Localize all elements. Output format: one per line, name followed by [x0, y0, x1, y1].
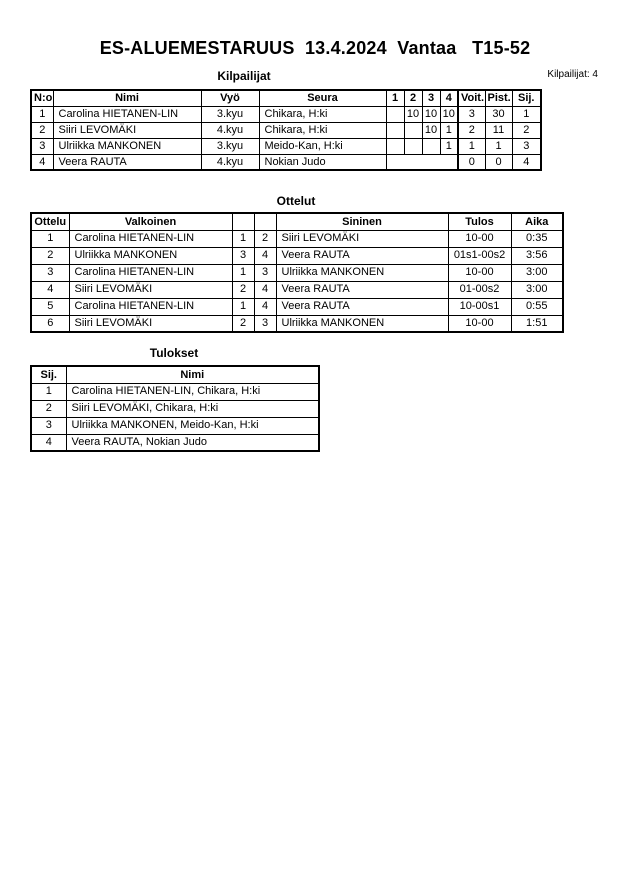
score-vs-4: 1	[440, 138, 458, 154]
blue-player: Veera RAUTA	[276, 298, 448, 315]
competitor-place: 3	[512, 138, 541, 154]
result-name: Ulriikka MANKONEN, Meido-Kan, H:ki	[66, 417, 319, 434]
score-vs-2	[404, 122, 422, 138]
match-result: 01s1-00s2	[448, 247, 511, 264]
white-player-no: 1	[232, 264, 254, 281]
score-vs-4: 1	[440, 122, 458, 138]
competitor-no: 3	[31, 138, 53, 154]
header-club: Seura	[259, 90, 386, 106]
competitors-table	[30, 89, 542, 171]
competitor-name: Siiri LEVOMÄKI	[53, 122, 201, 138]
results-section	[0, 346, 630, 452]
match-row	[31, 247, 563, 264]
header-place: Sij.	[31, 366, 66, 383]
competitor-wins: 2	[458, 122, 485, 138]
competitor-row	[31, 138, 541, 154]
blue-player: Veera RAUTA	[276, 281, 448, 298]
header-place: Sij.	[512, 90, 541, 106]
blue-player-no: 4	[254, 247, 276, 264]
header-name: Nimi	[66, 366, 319, 383]
header-wins: Voit.	[458, 90, 485, 106]
result-name: Carolina HIETANEN-LIN, Chikara, H:ki	[66, 383, 319, 400]
match-time: 1:51	[511, 315, 563, 332]
header-time: Aika	[511, 213, 563, 230]
blue-player: Siiri LEVOMÄKI	[276, 230, 448, 247]
match-result: 10-00	[448, 315, 511, 332]
competitor-name: Veera RAUTA	[53, 154, 201, 170]
blue-player-no: 4	[254, 298, 276, 315]
competitor-name: Carolina HIETANEN-LIN	[53, 106, 201, 122]
competitor-club: Chikara, H:ki	[259, 106, 386, 122]
match-row	[31, 264, 563, 281]
result-row	[31, 434, 319, 451]
competitor-points: 11	[485, 122, 512, 138]
competitor-place: 1	[512, 106, 541, 122]
competitor-name: Ulriikka MANKONEN	[53, 138, 201, 154]
match-no: 1	[31, 230, 69, 247]
competitor-no: 4	[31, 154, 53, 170]
score-matrix-empty	[386, 154, 458, 170]
results-header-row	[31, 366, 319, 383]
competitor-club: Chikara, H:ki	[259, 122, 386, 138]
score-vs-3: 10	[422, 122, 440, 138]
matches-section	[0, 194, 630, 333]
competitor-belt: 4.kyu	[201, 122, 259, 138]
matches-section-title: Ottelut	[276, 194, 316, 208]
result-place: 3	[31, 417, 66, 434]
white-player-no: 1	[232, 298, 254, 315]
blue-player-no: 3	[254, 315, 276, 332]
white-player-no: 2	[232, 315, 254, 332]
header-name: Nimi	[53, 90, 201, 106]
competitor-points: 1	[485, 138, 512, 154]
white-player: Carolina HIETANEN-LIN	[69, 230, 232, 247]
header-points: Pist.	[485, 90, 512, 106]
blue-player: Ulriikka MANKONEN	[276, 315, 448, 332]
match-no: 2	[31, 247, 69, 264]
competitor-row	[31, 154, 541, 170]
competitor-row	[31, 106, 541, 122]
competitor-club: Meido-Kan, H:ki	[259, 138, 386, 154]
match-result: 01-00s2	[448, 281, 511, 298]
competitors-count: Kilpailijat: 4	[547, 69, 598, 80]
competitor-place: 2	[512, 122, 541, 138]
header-opponent-3: 3	[422, 90, 440, 106]
header-match-no: Ottelu	[31, 213, 69, 230]
header-no: N:o	[31, 90, 53, 106]
white-player: Siiri LEVOMÄKI	[69, 281, 232, 298]
match-no: 3	[31, 264, 69, 281]
score-vs-2: 10	[404, 106, 422, 122]
match-result: 10-00s1	[448, 298, 511, 315]
result-name: Siiri LEVOMÄKI, Chikara, H:ki	[66, 400, 319, 417]
score-vs-1	[386, 106, 404, 122]
page-title: ES-ALUEMESTARUUS 13.4.2024 Vantaa T15-52	[99, 38, 531, 58]
competitors-section	[0, 69, 630, 171]
score-vs-1	[386, 122, 404, 138]
white-player: Ulriikka MANKONEN	[69, 247, 232, 264]
competitor-belt: 3.kyu	[201, 138, 259, 154]
competitor-belt: 3.kyu	[201, 106, 259, 122]
match-time: 3:00	[511, 264, 563, 281]
competitors-section-title: Kilpailijat	[217, 69, 271, 83]
result-row	[31, 383, 319, 400]
competitor-place: 4	[512, 154, 541, 170]
match-row	[31, 298, 563, 315]
match-row	[31, 315, 563, 332]
header-result: Tulos	[448, 213, 511, 230]
results-section-title: Tulokset	[149, 346, 199, 360]
competitors-header-row	[31, 90, 541, 106]
blue-player-no: 3	[254, 264, 276, 281]
white-player-no: 1	[232, 230, 254, 247]
match-result: 10-00	[448, 264, 511, 281]
score-vs-3	[422, 138, 440, 154]
competitor-no: 2	[31, 122, 53, 138]
match-time: 3:00	[511, 281, 563, 298]
competitor-points: 0	[485, 154, 512, 170]
match-time: 3:56	[511, 247, 563, 264]
match-no: 6	[31, 315, 69, 332]
white-player-no: 2	[232, 281, 254, 298]
result-row	[31, 417, 319, 434]
white-player: Siiri LEVOMÄKI	[69, 315, 232, 332]
match-no: 4	[31, 281, 69, 298]
result-name: Veera RAUTA, Nokian Judo	[66, 434, 319, 451]
result-place: 1	[31, 383, 66, 400]
score-vs-2	[404, 138, 422, 154]
blue-player-no: 4	[254, 281, 276, 298]
match-row	[31, 281, 563, 298]
header-blue: Sininen	[276, 213, 448, 230]
results-table	[30, 365, 320, 452]
header-opponent-2: 2	[404, 90, 422, 106]
match-time: 0:35	[511, 230, 563, 247]
score-vs-1	[386, 138, 404, 154]
match-time: 0:55	[511, 298, 563, 315]
blue-player-no: 2	[254, 230, 276, 247]
competitor-wins: 1	[458, 138, 485, 154]
header-belt: Vyö	[201, 90, 259, 106]
competitor-wins: 0	[458, 154, 485, 170]
match-row	[31, 230, 563, 247]
result-place: 4	[31, 434, 66, 451]
competitor-club: Nokian Judo	[259, 154, 386, 170]
header-opponent-1: 1	[386, 90, 404, 106]
header-blue-no	[254, 213, 276, 230]
header-white-no	[232, 213, 254, 230]
match-no: 5	[31, 298, 69, 315]
result-row	[31, 400, 319, 417]
white-player-no: 3	[232, 247, 254, 264]
competitor-row	[31, 122, 541, 138]
blue-player: Veera RAUTA	[276, 247, 448, 264]
matches-table	[30, 212, 564, 333]
competitor-belt: 4.kyu	[201, 154, 259, 170]
score-vs-4: 10	[440, 106, 458, 122]
blue-player: Ulriikka MANKONEN	[276, 264, 448, 281]
competitor-wins: 3	[458, 106, 485, 122]
white-player: Carolina HIETANEN-LIN	[69, 298, 232, 315]
result-place: 2	[31, 400, 66, 417]
competitor-points: 30	[485, 106, 512, 122]
header-white: Valkoinen	[69, 213, 232, 230]
matches-header-row	[31, 213, 563, 230]
score-vs-3: 10	[422, 106, 440, 122]
match-result: 10-00	[448, 230, 511, 247]
competitor-no: 1	[31, 106, 53, 122]
white-player: Carolina HIETANEN-LIN	[69, 264, 232, 281]
header-opponent-4: 4	[440, 90, 458, 106]
